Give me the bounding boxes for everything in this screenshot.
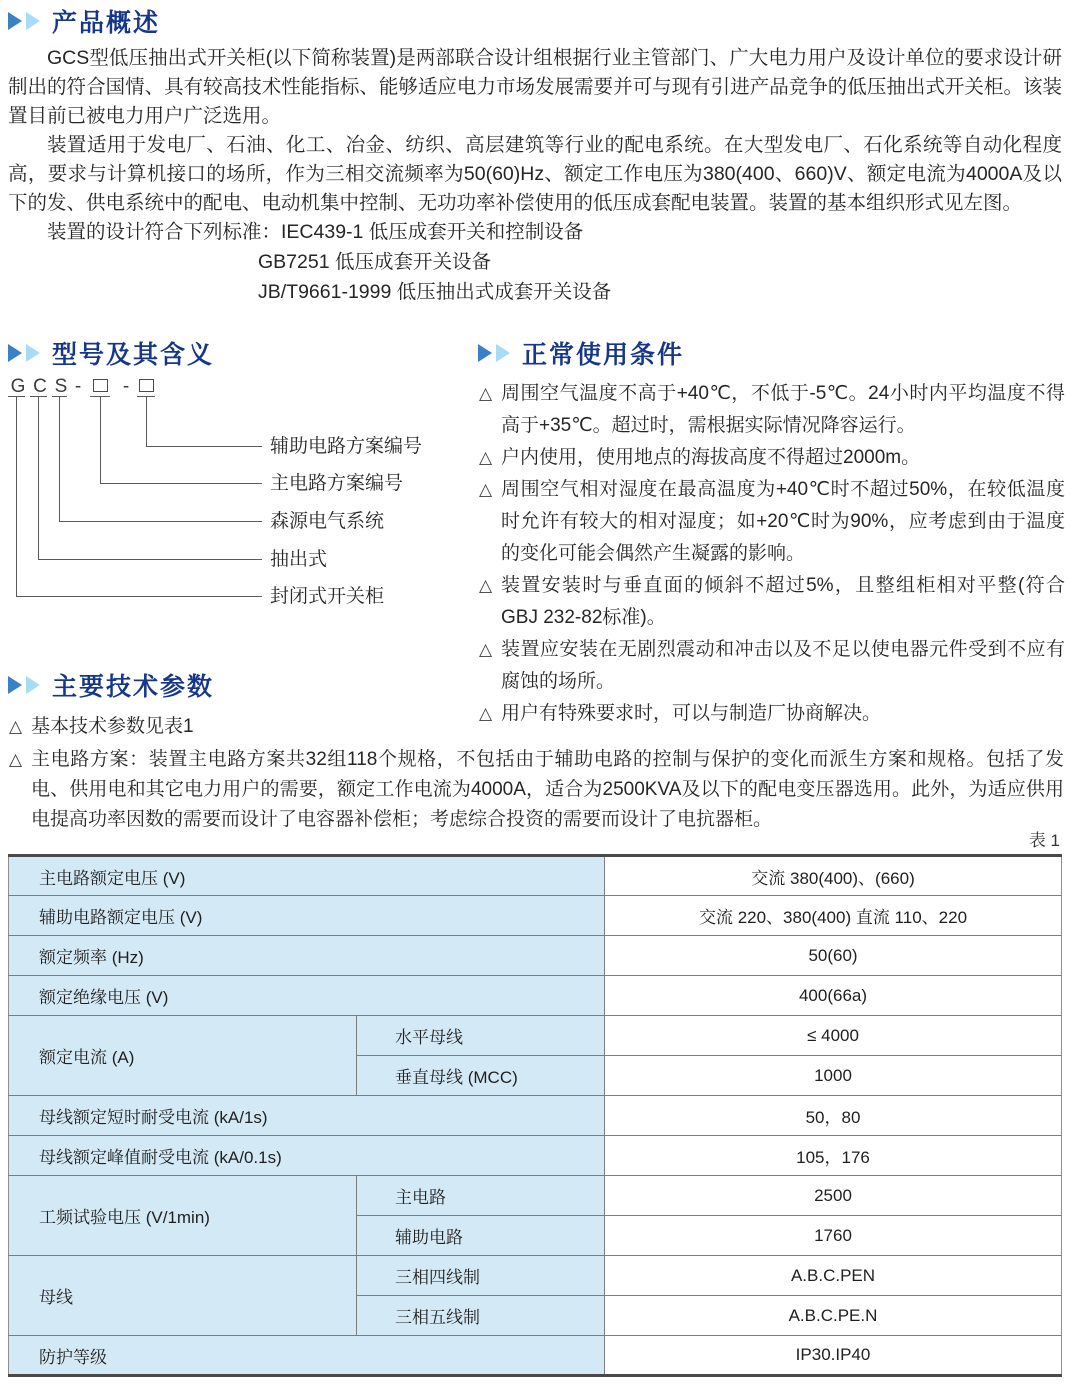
param-label-cell: 额定频率 (Hz) bbox=[9, 936, 605, 976]
model-label: 封闭式开关柜 bbox=[270, 586, 385, 607]
section-title: 型号及其含义 bbox=[52, 341, 215, 369]
arrow-right-icon bbox=[26, 344, 40, 362]
table-row bbox=[9, 1256, 1062, 1296]
triangle-bullet: △ bbox=[479, 640, 493, 659]
arrow-right-icon bbox=[8, 676, 22, 694]
condition-item bbox=[478, 634, 1065, 698]
condition-text: 户内使用，使用地点的海拔高度不得超过2000m。 bbox=[501, 447, 921, 468]
param-value-cell: 105，176 bbox=[605, 1136, 1062, 1176]
section-heading-params bbox=[8, 667, 214, 703]
model-letter: S bbox=[54, 376, 68, 397]
arrow-right-icon bbox=[26, 676, 40, 694]
note-item bbox=[8, 745, 1064, 835]
param-label-cell: 母线额定峰值耐受电流 (kA/0.1s) bbox=[9, 1136, 605, 1176]
param-sublabel-cell: 水平母线 bbox=[357, 1016, 605, 1056]
table-row bbox=[9, 896, 1062, 936]
param-label-cell: 母线 bbox=[9, 1256, 357, 1336]
param-sublabel-cell: 垂直母线 (MCC) bbox=[357, 1056, 605, 1096]
table-row bbox=[9, 1176, 1062, 1216]
param-label-cell: 额定绝缘电压 (V) bbox=[9, 976, 605, 1016]
triangle-bullet: △ bbox=[9, 717, 23, 736]
triangle-bullet: △ bbox=[9, 750, 23, 769]
section-heading-model bbox=[8, 335, 214, 371]
overview-text bbox=[8, 44, 1062, 307]
param-sublabel-cell: 三相四线制 bbox=[357, 1256, 605, 1296]
param-sublabel-cell: 辅助电路 bbox=[357, 1216, 605, 1256]
page-title: 产品概述 bbox=[52, 9, 161, 37]
overview-paragraph: 装置适用于发电厂、石油、化工、冶金、纺织、高层建筑等行业的配电系统。在大型发电厂、石化系统等自动化程度高，要求与计算机接口的场所，作为三相交流频率为50(60)Hz、额定工作电压为380(400、660)V、额定电流为4000A及以下的发、供电系统中的配电、电动机集中控制、无功功率补偿使用的低压成套配电装置。装置的基本组织形式见左图。 bbox=[8, 134, 1062, 214]
condition-text: 周围空气相对湿度在最高温度为+40℃时不超过50%，在较低温度时允许有较大的相对湿度；如+20℃时为90%，应考虑到由于温度的变化可能会偶然产生凝露的影响。 bbox=[501, 479, 1065, 564]
param-value-cell: ≤ 4000 bbox=[605, 1016, 1062, 1056]
section-heading-conditions bbox=[478, 335, 684, 371]
arrow-right-icon bbox=[26, 12, 40, 30]
param-sublabel-cell: 三相五线制 bbox=[357, 1296, 605, 1336]
param-label-cell: 防护等级 bbox=[9, 1336, 605, 1376]
model-label: 辅助电路方案编号 bbox=[270, 436, 423, 457]
table-row bbox=[9, 936, 1062, 976]
param-label-cell: 主电路额定电压 (V) bbox=[9, 856, 605, 896]
note-item bbox=[8, 712, 1064, 742]
table-row bbox=[9, 1136, 1062, 1176]
param-value-cell: A.B.C.PEN bbox=[605, 1256, 1062, 1296]
placeholder-box bbox=[93, 379, 108, 392]
param-value-cell: 50，80 bbox=[605, 1096, 1062, 1136]
arrow-right-icon bbox=[8, 344, 22, 362]
model-code-diagram bbox=[8, 376, 468, 626]
overview-paragraph: GCS型低压抽出式开关柜(以下简称装置)是两部联合设计组根据行业主管部门、广大电力用户及设计单位的要求设计研制出的符合国情、具有较高技术性能指标、能够适应电力市场发展需要并可与现有引进产品竞争的低压抽出式开关柜。该装置目前已被电力用户广泛选用。 bbox=[8, 47, 1062, 127]
placeholder-box bbox=[139, 379, 154, 392]
standard-item: GB7251 低压成套开关设备 bbox=[258, 251, 491, 273]
arrow-right-icon bbox=[8, 12, 22, 30]
section-heading-overview bbox=[8, 3, 160, 39]
triangle-bullet: △ bbox=[479, 384, 493, 403]
model-letter: G bbox=[10, 376, 26, 397]
arrow-right-icon bbox=[478, 344, 492, 362]
spec-table bbox=[8, 854, 1062, 1377]
section-title: 主要技术参数 bbox=[52, 673, 215, 701]
condition-text: 用户有特殊要求时，可以与制造厂协商解决。 bbox=[501, 703, 882, 724]
condition-text: 周围空气温度不高于+40℃，不低于-5℃。24小时内平均温度不得高于+35℃。超过时，需根据实际情况降容运行。 bbox=[501, 383, 1065, 436]
standard-item: JB/T9661-1999 低压抽出式成套开关设备 bbox=[258, 281, 612, 303]
table-row bbox=[9, 1336, 1062, 1376]
table-row bbox=[9, 1096, 1062, 1136]
condition-text: 装置安装时与垂直面的倾斜不超过5%，且整组柜相对平整(符合GBJ 232-82标准)。 bbox=[501, 575, 1065, 628]
condition-item bbox=[478, 474, 1065, 570]
note-text: 主电路方案：装置主电路方案共32组118个规格，不包括由于辅助电路的控制与保护的变化而派生方案和规格。包括了发电、供用电和其它电力用户的需要，额定工作电流为4000A，适合为2500KVA及以下的配电变压器选用。此外，为适应供用电提高功率因数的需要而设计了电容器补偿柜；考虑综合投资的需要而设计了电抗器柜。 bbox=[31, 749, 1064, 830]
param-value-cell: 50(60) bbox=[605, 936, 1062, 976]
model-dash: - bbox=[122, 376, 130, 397]
param-value-cell: 2500 bbox=[605, 1176, 1062, 1216]
triangle-bullet: △ bbox=[479, 704, 493, 723]
table-row bbox=[9, 856, 1062, 896]
note-text: 基本技术参数见表1 bbox=[31, 716, 194, 737]
model-label: 主电路方案编号 bbox=[270, 473, 404, 494]
triangle-bullet: △ bbox=[479, 480, 493, 499]
param-value-cell: 1760 bbox=[605, 1216, 1062, 1256]
param-value-cell: 交流 220、380(400) 直流 110、220 bbox=[605, 896, 1062, 936]
connector-line bbox=[16, 397, 262, 597]
param-label-cell: 辅助电路额定电压 (V) bbox=[9, 896, 605, 936]
triangle-bullet: △ bbox=[479, 576, 493, 595]
param-value-cell: 400(66a) bbox=[605, 976, 1062, 1016]
params-notes bbox=[8, 712, 1064, 838]
model-label: 抽出式 bbox=[270, 549, 328, 570]
table-row bbox=[9, 1016, 1062, 1056]
table-caption: 表 1 bbox=[1028, 831, 1060, 850]
param-value-cell: 交流 380(400)、(660) bbox=[605, 856, 1062, 896]
param-value-cell: IP30.IP40 bbox=[605, 1336, 1062, 1376]
condition-item bbox=[478, 378, 1065, 442]
param-value-cell: 1000 bbox=[605, 1056, 1062, 1096]
condition-item bbox=[478, 442, 1065, 474]
table-row bbox=[9, 976, 1062, 1016]
section-title: 正常使用条件 bbox=[522, 341, 685, 369]
arrow-right-icon bbox=[496, 344, 510, 362]
model-letter: C bbox=[33, 376, 47, 397]
param-label-cell: 工频试验电压 (V/1min) bbox=[9, 1176, 357, 1256]
param-label-cell: 母线额定短时耐受电流 (kA/1s) bbox=[9, 1096, 605, 1136]
model-label: 森源电气系统 bbox=[270, 511, 385, 532]
param-label-cell: 额定电流 (A) bbox=[9, 1016, 357, 1096]
model-dash: - bbox=[74, 376, 82, 397]
param-sublabel-cell: 主电路 bbox=[357, 1176, 605, 1216]
conditions-list bbox=[478, 378, 1065, 730]
triangle-bullet: △ bbox=[479, 448, 493, 467]
param-value-cell: A.B.C.PE.N bbox=[605, 1296, 1062, 1336]
condition-item bbox=[478, 570, 1065, 634]
standards-intro: 装置的设计符合下列标准：IEC439-1 低压成套开关和控制设备 bbox=[47, 221, 584, 243]
condition-text: 装置应安装在无剧烈震动和冲击以及不足以使电器元件受到不应有腐蚀的场所。 bbox=[501, 639, 1065, 692]
